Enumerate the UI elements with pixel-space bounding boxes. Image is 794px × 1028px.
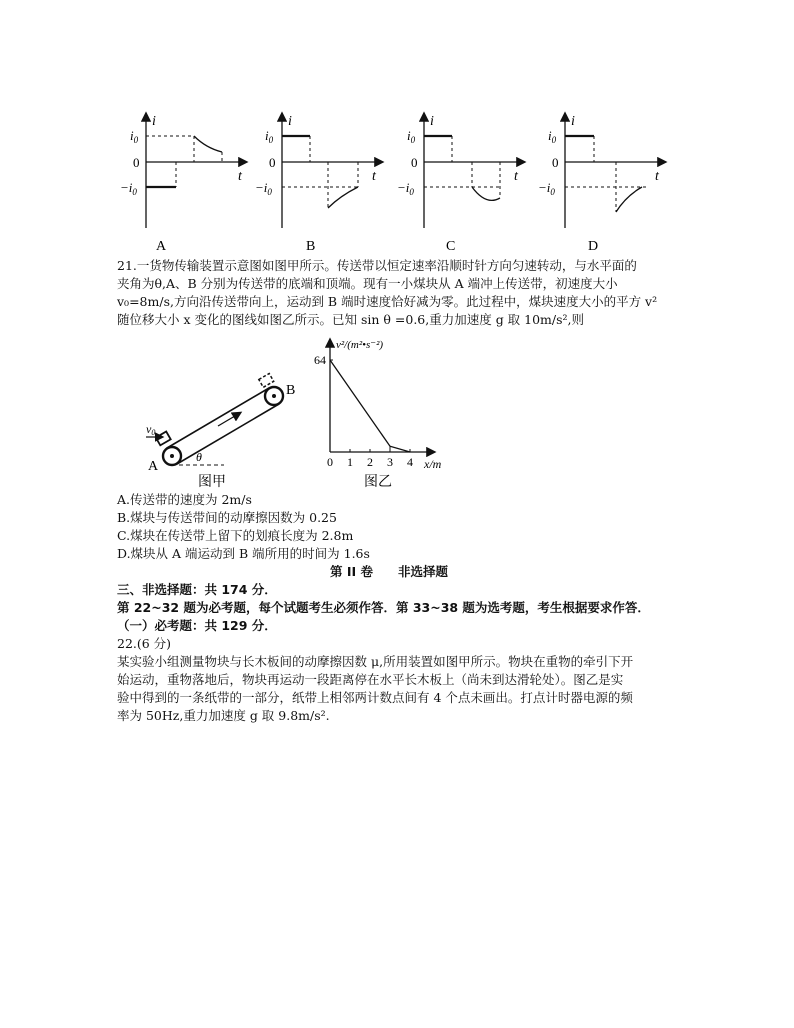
chart-x-tick-1: 1 xyxy=(347,455,353,469)
svg-text:0: 0 xyxy=(269,155,276,170)
chart-x-tick-0: 0 xyxy=(327,455,333,469)
svg-text:i0: $i_0$ xyxy=(548,128,557,145)
theta-label: θ xyxy=(196,450,202,464)
q21-option-c: C.煤块在传送带上留下的划痕长度为 2.8m xyxy=(117,528,354,543)
q21-line-3: v₀=8m/s,方向沿传送带向上，运动到 B 端时速度恰好减为零。此过程中，煤块速度大小的平方 v² xyxy=(117,294,658,309)
chart-xlabel: x/m xyxy=(424,457,442,471)
figure-jia xyxy=(128,370,308,492)
chart-ylabel: v²/(m²•s⁻²) xyxy=(336,339,384,351)
graph-option-a xyxy=(120,114,246,254)
option-graphs xyxy=(110,108,700,256)
chart-x-tick-3: 3 xyxy=(387,455,393,469)
svg-text:i0: $i_0$ xyxy=(130,128,139,145)
option-a-label: A xyxy=(156,239,167,254)
chart-x-tick-4: 4 xyxy=(407,455,413,469)
svg-text:−i0: $-i_0$ xyxy=(538,180,555,197)
q21-line-4: 随位移大小 x 变化的图线如图乙所示。已知 sin θ =0.6,重力加速度 g 取 10m/s²,则 xyxy=(117,312,585,327)
svg-text:0: 0 xyxy=(133,155,140,170)
svg-text:v0: v0 xyxy=(146,422,156,437)
q21-option-a: A.传送带的速度为 2m/s xyxy=(117,492,252,507)
graph-option-b xyxy=(255,114,382,254)
chart-y-tick-64: 64 xyxy=(314,353,326,367)
graph-option-d xyxy=(538,114,665,254)
q21-option-d: D.煤块从 A 端运动到 B 端所用的时间为 1.6s xyxy=(117,546,370,561)
graph-option-c xyxy=(397,114,524,254)
option-d-label: D xyxy=(588,239,599,254)
svg-text:0: 0 xyxy=(411,155,418,170)
axis-t-label: t xyxy=(238,169,242,184)
volume-title: 第 II 卷 非选择题 xyxy=(330,564,449,579)
svg-text:i0: $i_0$ xyxy=(407,128,416,145)
figure-jia-caption: 图甲 xyxy=(198,475,226,490)
option-c-label: C xyxy=(446,239,456,254)
svg-text:−i0: $-i_0$ xyxy=(397,180,414,197)
chart-series-line xyxy=(330,360,410,452)
chart-x-tick-2: 2 xyxy=(367,455,373,469)
point-a-label: A xyxy=(148,459,159,474)
section-instruction: 第 22~32 题为必考题，每个试题考生必须作答．第 33~38 题为选考题，考生根据要求作答． xyxy=(117,600,650,615)
svg-text:−i0: $-i_0$ xyxy=(120,180,137,197)
q22-line-3: 验中得到的一条纸带的一部分，纸带上相邻两计数点间有 4 个点未画出。打点计时器电源的频 xyxy=(117,690,633,705)
svg-text:t: t xyxy=(655,169,659,184)
svg-text:i: i xyxy=(288,114,292,129)
svg-text:t: t xyxy=(514,169,518,184)
q21-option-b: B.煤块与传送带间的动摩擦因数为 0.25 xyxy=(117,510,337,525)
svg-text:0: 0 xyxy=(552,155,559,170)
q21-line-2: 夹角为θ,A、B 分别为传送带的底端和顶端。现有一小煤块从 A 端冲上传送带，初速度大小 xyxy=(117,276,618,291)
point-b-label: B xyxy=(286,383,296,398)
svg-text:i0: $i_0$ xyxy=(265,128,274,145)
option-b-label: B xyxy=(306,239,316,254)
required-heading: （一）必考题：共 129 分． xyxy=(117,618,277,633)
svg-text:−i0: $-i_0$ xyxy=(255,180,272,197)
section-heading: 三、非选择题：共 174 分． xyxy=(117,582,277,597)
q22-line-1: 某实验小组测量物块与长木板间的动摩擦因数 μ,所用装置如图甲所示。物块在重物的牵引下开 xyxy=(117,654,634,669)
svg-text:i: i xyxy=(430,114,434,129)
svg-text:i: i xyxy=(571,114,575,129)
q22-line-2: 始运动，重物落地后，物块再运动一段距离停在水平长木板上（尚未到达滑轮处）。图乙是实 xyxy=(117,672,624,687)
q21-line-1: 21.一货物传输装置示意图如图甲所示。传送带以恒定速率沿顺时针方向匀速转动，与水平面的 xyxy=(117,258,637,273)
q22-line-4: 率为 50Hz,重力加速度 g 取 9.8m/s². xyxy=(117,708,330,723)
axis-i-label: i xyxy=(152,114,156,129)
svg-text:t: t xyxy=(372,169,376,184)
figure-yi-chart xyxy=(306,334,466,492)
figure-yi-caption: 图乙 xyxy=(364,475,392,490)
q22-number: 22.(6 分) xyxy=(117,636,172,651)
